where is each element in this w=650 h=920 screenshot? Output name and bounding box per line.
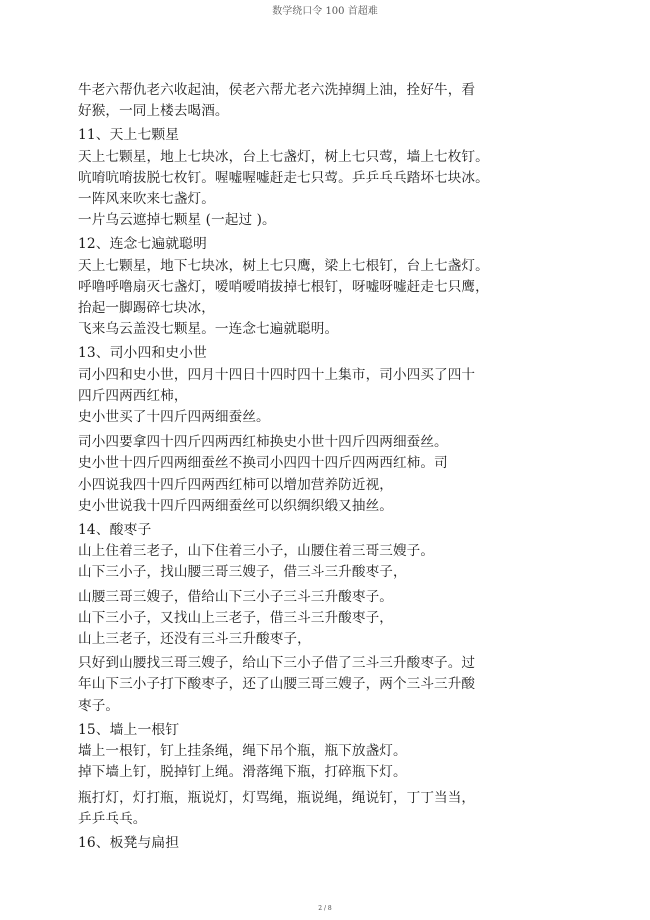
page-number: 2 / 8 — [318, 905, 332, 912]
document-body — [78, 80, 568, 854]
text-line: 司小四要拿四十四斤四两西红柿换史小世十四斤四两细蚕丝。 — [78, 434, 448, 451]
section-heading: 11、天上七颗星 — [78, 127, 180, 144]
text-line: 山下三小子，找山腰三哥三嫂子，借三斗三升酸枣子， — [78, 564, 407, 581]
section-heading: 12、连念七遍就聪明 — [78, 236, 207, 253]
section-heading: 14、酸枣子 — [78, 522, 152, 539]
text-line: 飞来乌云盖没七颗星。一连念七遍就聪明。 — [78, 321, 339, 338]
text-line: 枣子。 — [78, 697, 120, 714]
text-line: 山腰三哥三嫂子，借给山下三小子三斗三升酸枣子。 — [78, 588, 393, 605]
text-line: 抬起一脚踢碎七块冰， — [78, 300, 215, 317]
text-line: 年山下三小子打下酸枣子，还了山腰三哥三嫂子，两个三斗三升酸 — [78, 676, 476, 693]
document-header: 数学绕口令 100 首超难 — [272, 6, 378, 17]
text-line: 呼噜呼噜扇灭七盏灯，嗳哨嗳哨拔掉七根钉，呀嘘呀嘘赶走七只鹰， — [78, 278, 489, 295]
text-line: 掉下墙上钉，脱掉钉上绳。滑落绳下瓶，打碎瓶下灯。 — [78, 764, 407, 781]
text-line: 瓶打灯，灯打瓶，瓶说灯，灯骂绳，瓶说绳，绳说钉，丁丁当当， — [78, 789, 476, 806]
text-line: 山下三小子，又找山上三老子，借三斗三升酸枣子， — [78, 609, 393, 626]
text-line: 史小世买了十四斤四两细蚕丝。 — [78, 409, 270, 426]
text-line: 乒乒乓乓。 — [78, 810, 147, 827]
text-line: 只好到山腰找三哥三嫂子，给山下三小子借了三斗三升酸枣子。过 — [78, 655, 476, 672]
text-line: 一阵风来吹来七盏灯。 — [78, 191, 215, 208]
text-line: 山上三老子，还没有三斗三升酸枣子， — [78, 631, 311, 648]
text-line: 牛老六帮仇老六收起油，侯老六帮尤老六洗掉绸上油，拴好牛，看 — [78, 82, 476, 98]
text-line: 山上住着三老子，山下住着三小子，山腰住着三哥三嫂子。 — [78, 543, 435, 560]
text-line: 一片乌云遮掉七颗星 (一起过 )。 — [78, 212, 276, 229]
text-line: 吭唷吭唷拔脱七枚钉。喔嘘喔嘘赶走七只莺。乒乒乓乓踏坏七块冰。 — [78, 169, 489, 186]
text-line: 史小世说我十四斤四两细蚕丝可以织绸织缎又抽丝。 — [78, 497, 393, 514]
text-line: 好猴，一同上楼去喝酒。 — [78, 103, 229, 120]
text-line: 墙上一根钉，钉上挂条绳，绳下吊个瓶，瓶下放盏灯。 — [78, 743, 407, 760]
text-line: 四斤四两西红柿， — [78, 387, 188, 404]
text-line: 小四说我四十四斤四两西红柿可以增加营养防近视， — [78, 476, 393, 493]
text-line: 司小四和史小世，四月十四日十四时四十上集市，司小四买了四十 — [78, 366, 476, 383]
text-line: 天上七颗星，地下七块冰，树上七只鹰，梁上七根钉，台上七盏灯。 — [78, 257, 489, 274]
text-line: 天上七颗星，地上七块冰，台上七盏灯，树上七只莺，墙上七枚钉。 — [78, 148, 489, 165]
section-heading: 13、司小四和史小世 — [78, 345, 207, 362]
section-heading: 16、板凳与扁担 — [78, 834, 180, 851]
section-heading: 15、墙上一根钉 — [78, 721, 180, 738]
text-line: 史小世十四斤四两细蚕丝不换司小四四十四斤四两西红柿。司 — [78, 455, 448, 472]
